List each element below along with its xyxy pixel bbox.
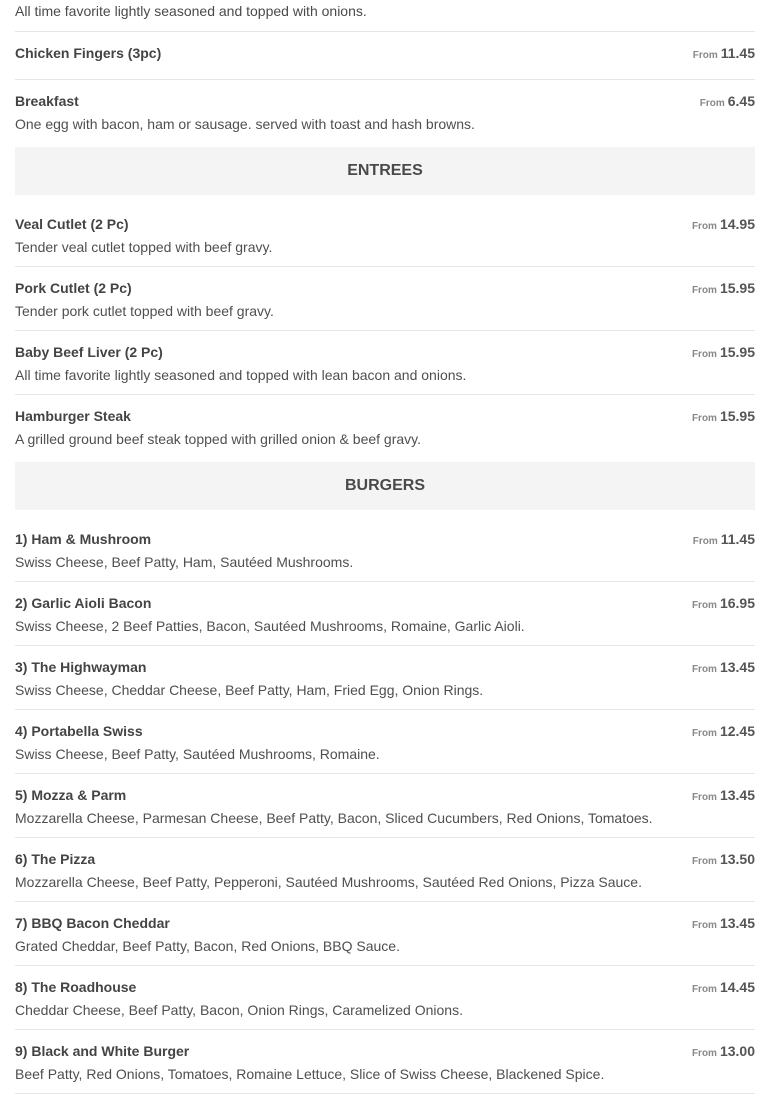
item-description: Grated Cheddar, Beef Patty, Bacon, Red Onions, BBQ Sauce. [15, 938, 400, 954]
menu-list [15, 0, 755, 1094]
item-name: 7) BBQ Bacon Cheddar [15, 915, 170, 931]
item-price [693, 531, 755, 547]
item-description: Mozzarella Cheese, Parmesan Cheese, Beef Patty, Bacon, Sliced Cucumbers, Red Onions, Tomatoes. [15, 810, 653, 826]
item-name: 9) Black and White Burger [15, 1043, 190, 1059]
item-price [692, 1043, 755, 1059]
price-value: 11.45 [720, 45, 755, 61]
price-prefix: From [691, 792, 717, 803]
item-name: 5) Mozza & Parm [15, 787, 127, 803]
item-description: One egg with bacon, ham or sausage. served with toast and hash browns. [15, 116, 475, 132]
item-name: Chicken Fingers (3pc) [15, 45, 162, 61]
item-description: Swiss Cheese, 2 Beef Patties, Bacon, Sautéed Mushrooms, Romaine, Garlic Aioli. [15, 618, 525, 634]
price-value: 11.45 [720, 531, 755, 547]
item-description: All time favorite lightly seasoned and topped with onions. [15, 0, 755, 32]
item-price [692, 915, 755, 931]
menu-item[interactable] [15, 966, 755, 1030]
item-price [692, 216, 755, 232]
item-description: Swiss Cheese, Cheddar Cheese, Beef Patty, Ham, Fried Egg, Onion Rings. [15, 682, 484, 698]
price-prefix: From [691, 221, 717, 232]
menu-item[interactable] [15, 80, 755, 144]
item-price [692, 723, 755, 739]
menu-item[interactable] [15, 518, 755, 582]
item-price [692, 408, 755, 424]
item-description: All time favorite lightly seasoned and topped with lean bacon and onions. [15, 367, 467, 383]
price-value: 12.45 [719, 723, 755, 739]
item-price [692, 344, 755, 360]
price-value: 13.45 [719, 787, 755, 803]
price-prefix: From [692, 50, 718, 61]
price-prefix: From [691, 728, 717, 739]
menu-item[interactable] [15, 395, 755, 459]
price-value: 13.45 [719, 915, 755, 931]
price-prefix: From [691, 856, 717, 867]
item-name: Pork Cutlet (2 Pc) [15, 280, 132, 296]
price-value: 15.95 [719, 344, 755, 360]
item-name: 6) The Pizza [15, 851, 96, 867]
price-prefix: From [692, 536, 718, 547]
price-prefix: From [691, 349, 717, 360]
item-price [692, 280, 755, 296]
item-name: Baby Beef Liver (2 Pc) [15, 344, 163, 360]
price-value: 13.50 [719, 851, 755, 867]
item-name: 1) Ham & Mushroom [15, 531, 152, 547]
menu-item[interactable] [15, 32, 755, 80]
menu-item[interactable] [15, 710, 755, 774]
item-description: A grilled ground beef steak topped with grilled onion & beef gravy. [15, 431, 421, 447]
price-value: 16.95 [719, 595, 755, 611]
price-value: 14.45 [719, 979, 755, 995]
item-description: Swiss Cheese, Beef Patty, Sautéed Mushrooms, Romaine. [15, 746, 380, 762]
menu-item[interactable] [15, 902, 755, 966]
item-name: 3) The Highwayman [15, 659, 147, 675]
price-value: 15.95 [719, 280, 755, 296]
item-description: Tender veal cutlet topped with beef gravy. [15, 239, 273, 255]
section-header-burgers: BURGERS [15, 462, 755, 510]
item-name: 2) Garlic Aioli Bacon [15, 595, 152, 611]
menu-item[interactable] [15, 1030, 755, 1094]
menu-item[interactable] [15, 646, 755, 710]
price-prefix: From [691, 984, 717, 995]
item-description: Mozzarella Cheese, Beef Patty, Pepperoni, Sautéed Mushrooms, Sautéed Red Onions, Pizza Sauce. [15, 874, 642, 890]
price-prefix: From [691, 413, 717, 424]
item-price [693, 45, 755, 61]
price-prefix: From [691, 285, 717, 296]
menu-item[interactable] [15, 774, 755, 838]
menu-item[interactable] [15, 267, 755, 331]
price-value: 14.95 [719, 216, 755, 232]
price-prefix: From [691, 600, 717, 611]
item-name: Hamburger Steak [15, 408, 131, 424]
menu-item[interactable] [15, 582, 755, 646]
item-description: Beef Patty, Red Onions, Tomatoes, Romaine Lettuce, Slice of Swiss Cheese, Blackened Spice. [15, 1066, 605, 1082]
price-prefix: From [691, 1048, 717, 1059]
price-value: 13.00 [719, 1043, 755, 1059]
price-value: 15.95 [719, 408, 755, 424]
menu-item[interactable] [15, 838, 755, 902]
item-price [692, 659, 755, 675]
item-price [700, 93, 755, 109]
item-name: 8) The Roadhouse [15, 979, 137, 995]
item-description: Cheddar Cheese, Beef Patty, Bacon, Onion Rings, Caramelized Onions. [15, 1002, 463, 1018]
item-price [692, 595, 755, 611]
price-value: 6.45 [727, 93, 755, 109]
item-name: Veal Cutlet (2 Pc) [15, 216, 129, 232]
item-description: Swiss Cheese, Beef Patty, Ham, Sautéed Mushrooms. [15, 554, 354, 570]
item-name: 4) Portabella Swiss [15, 723, 143, 739]
price-prefix: From [691, 664, 717, 675]
menu-item[interactable] [15, 203, 755, 267]
price-value: 13.45 [719, 659, 755, 675]
item-price [692, 787, 755, 803]
item-description: Tender pork cutlet topped with beef gravy. [15, 303, 274, 319]
item-price [692, 979, 755, 995]
section-header-entrees: ENTREES [15, 147, 755, 195]
menu-item[interactable] [15, 331, 755, 395]
price-prefix: From [699, 98, 725, 109]
item-price [692, 851, 755, 867]
item-name: Breakfast [15, 93, 79, 109]
price-prefix: From [691, 920, 717, 931]
